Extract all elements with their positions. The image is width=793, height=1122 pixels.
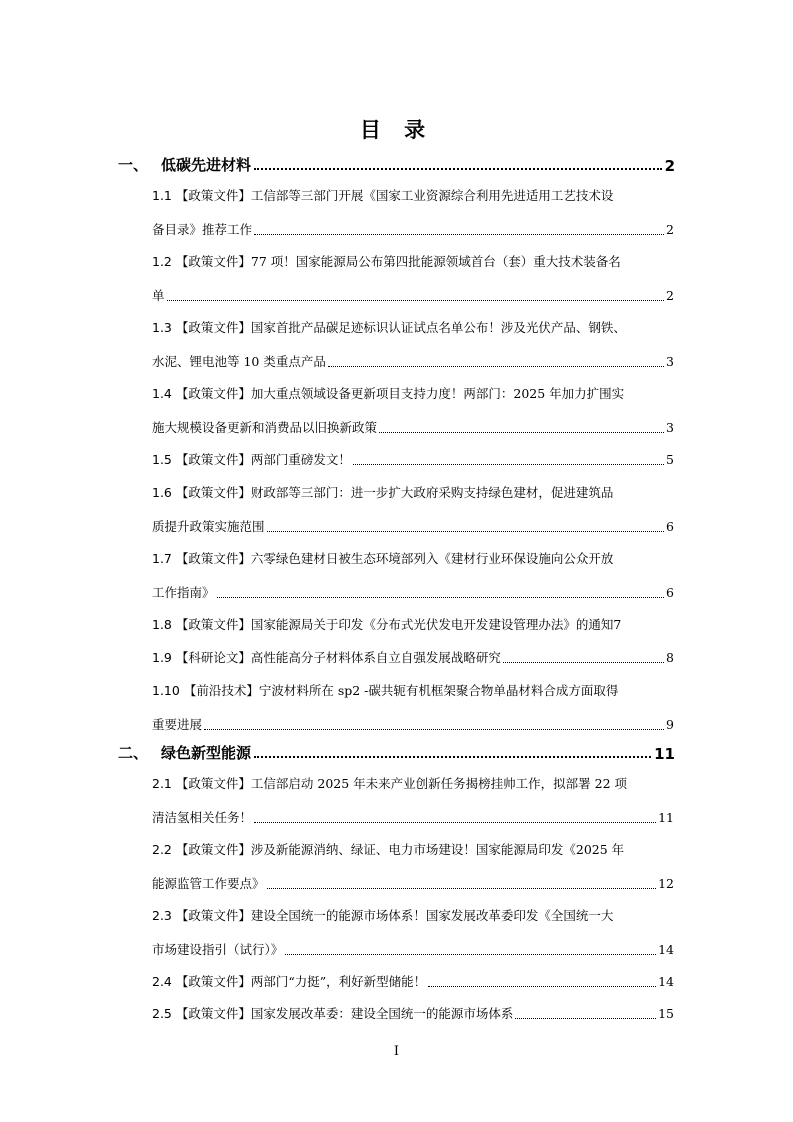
entry-page-number: 11 (658, 810, 674, 825)
toc-section[interactable] (118, 153, 675, 175)
dot-leader (204, 714, 664, 730)
entry-page-number: 5 (666, 452, 674, 467)
entry-number: 2.3 (152, 908, 172, 923)
dot-leader (285, 939, 656, 955)
entry-title-line1: 【政策文件】工信部等三部门开展《国家工业资源综合利用先进适用工艺技术设 (175, 188, 614, 203)
entry-title-line2: 重要进展 (152, 717, 203, 732)
toc-entry[interactable] (152, 482, 674, 538)
page-title: 目 录 (359, 118, 434, 142)
entry-page-number: 14 (658, 974, 674, 989)
entry-title-line2: 工作指南》 (152, 585, 215, 600)
entry-title-line1: 【政策文件】六零绿色建材日被生态环境部列入《建材行业环保设施向公众开放 (175, 551, 614, 566)
entry-title-line2: 清洁氢相关任务！ (152, 810, 253, 825)
section-number: 一、 (118, 156, 149, 174)
toc-entry[interactable] (152, 839, 674, 895)
entry-number: 1.2 (152, 254, 172, 269)
entry-page-number: 6 (666, 519, 674, 534)
entry-title-line2: 市场建设指引（试行）》 (152, 942, 284, 957)
entry-title: 【政策文件】两部门“力挺”，利好新型储能！ (175, 974, 427, 989)
entry-number: 2.4 (152, 974, 172, 989)
dot-leader (328, 351, 664, 367)
entry-number: 1.7 (152, 551, 172, 566)
entry-title-line1: 【政策文件】国家首批产品碳足迹标识认证试点名单公布！涉及光伏产品、钢铁、 (175, 320, 626, 335)
dot-leader (267, 873, 657, 889)
dot-leader (353, 449, 664, 465)
toc-section[interactable] (118, 741, 675, 763)
entry-number: 1.5 (152, 452, 172, 467)
entry-title: 【政策文件】国家能源局关于印发《分布式光伏发电开发建设管理办法》的通知 (175, 617, 614, 632)
entry-title-line2: 施大规模设备更新和消费品以旧换新政策 (152, 420, 378, 435)
entry-title-line1: 【政策文件】建设全国统一的能源市场体系！国家发展改革委印发《全国统一大 (175, 908, 614, 923)
entry-page-number: 6 (666, 585, 674, 600)
dot-leader (167, 285, 665, 301)
entry-title-line1: 【政策文件】加大重点领域设备更新项目支持力度！两部门：2025 年加力扩围实 (175, 386, 625, 401)
entry-page-number: 3 (666, 354, 674, 369)
section-number: 二、 (118, 744, 149, 762)
entry-page-number: 15 (658, 1006, 674, 1021)
toc-entry[interactable] (152, 383, 674, 439)
entry-title: 【政策文件】两部门重磅发文！ (175, 452, 351, 467)
toc-entry[interactable] (152, 614, 674, 636)
section-title: 绿色新型能源 (161, 744, 252, 762)
entry-title: 【政策文件】国家发展改革委：建设全国统一的能源市场体系 (175, 1006, 514, 1021)
entry-number: 1.4 (152, 386, 172, 401)
entry-number: 2.5 (152, 1006, 172, 1021)
dot-leader (217, 582, 665, 598)
dot-leader (428, 971, 656, 987)
section-page-number: 11 (654, 745, 675, 763)
entry-number: 1.3 (152, 320, 172, 335)
toc-entry[interactable] (152, 680, 674, 736)
entry-number: 1.10 (152, 683, 180, 698)
toc-entry[interactable] (152, 185, 674, 241)
dot-leader (254, 756, 651, 758)
entry-title-line2: 备目录》推荐工作 (152, 222, 253, 237)
toc-entry[interactable] (152, 251, 674, 307)
entry-number: 2.2 (152, 842, 172, 857)
entry-page-number: 2 (666, 288, 674, 303)
entry-title-line2: 水泥、锂电池等 10 类重点产品 (152, 354, 326, 369)
entry-page-number: 8 (666, 650, 674, 665)
toc-entry[interactable] (152, 971, 674, 993)
entry-page-number: 7 (613, 617, 622, 632)
dot-leader (379, 417, 664, 433)
dot-leader (267, 516, 665, 532)
dot-leader (254, 807, 656, 823)
entry-page-number: 12 (658, 876, 674, 891)
section-title: 低碳先进材料 (161, 156, 252, 174)
entry-title-line2: 能源监管工作要点》 (152, 876, 265, 891)
toc-entry[interactable] (152, 548, 674, 604)
toc-entry[interactable] (152, 905, 674, 961)
toc-entry[interactable] (152, 1003, 674, 1025)
toc-entry[interactable] (152, 647, 674, 669)
toc-entry[interactable] (152, 449, 674, 471)
dot-leader (254, 168, 662, 170)
entry-title: 【科研论文】高性能高分子材料体系自立自强发展战略研究 (175, 650, 501, 665)
entry-title-line2: 质提升政策实施范围 (152, 519, 265, 534)
dot-leader (503, 647, 664, 663)
footer-page-number: I (393, 1044, 400, 1059)
entry-title-line1: 【政策文件】涉及新能源消纳、绿证、电力市场建设！国家能源局印发《2025 年 (175, 842, 625, 857)
entry-title-line1: 【政策文件】工信部启动 2025 年未来产业创新任务揭榜挂帅工作，拟部署 22 项 (175, 776, 628, 791)
entry-page-number: 9 (666, 717, 674, 732)
entry-number: 2.1 (152, 776, 172, 791)
section-page-number: 2 (664, 157, 675, 175)
toc-entry[interactable] (152, 773, 674, 829)
entry-title-line1: 【前沿技术】宁波材料所在 sp2 -碳共轭有机框架聚合物单晶材料合成方面取得 (183, 683, 619, 698)
entry-title-line1: 【政策文件】财政部等三部门：进一步扩大政府采购支持绿色建材，促进建筑品 (175, 485, 614, 500)
dot-leader (515, 1003, 656, 1019)
entry-number: 1.1 (152, 188, 172, 203)
entry-number: 1.8 (152, 617, 172, 632)
dot-leader (254, 219, 664, 235)
entry-title-line1: 【政策文件】77 项！国家能源局公布第四批能源领域首台（套）重大技术装备名 (175, 254, 621, 269)
toc-entry[interactable] (152, 317, 674, 373)
entry-page-number: 2 (666, 222, 674, 237)
entry-number: 1.9 (152, 650, 172, 665)
entry-title-line2: 单 (152, 288, 165, 303)
entry-page-number: 14 (658, 942, 674, 957)
entry-number: 1.6 (152, 485, 172, 500)
entry-page-number: 3 (666, 420, 674, 435)
